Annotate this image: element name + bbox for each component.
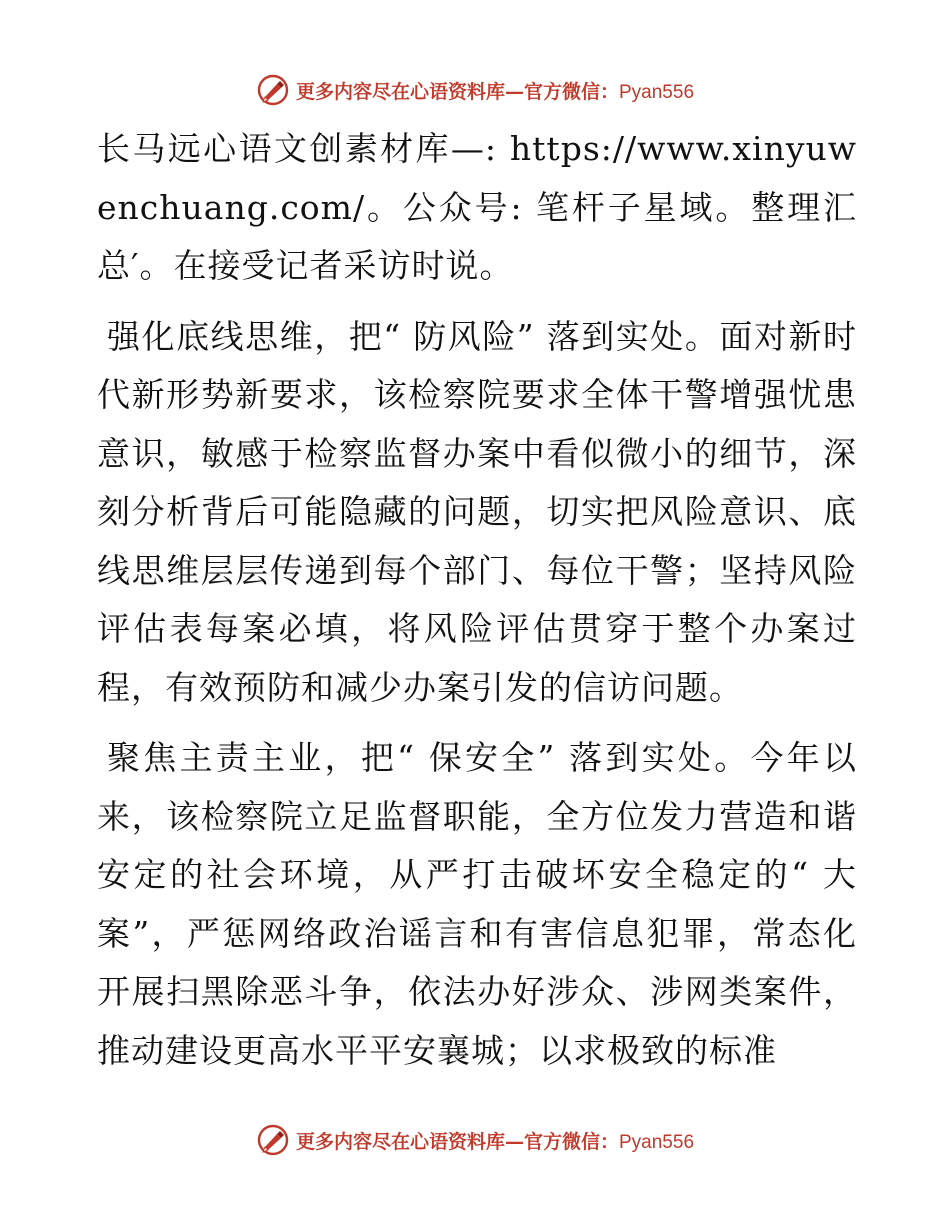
pen-logo-icon [256, 1123, 290, 1157]
pen-logo-icon [256, 73, 290, 107]
header-watermark [0, 72, 950, 108]
paragraph-risk-prevention: 强化底线思维，把“ 防风险” 落到实处。面对新时代新形势新要求，该检察院要求全体干警增强忧患意识，敏感于检察监督办案中看似微小的细节，深刻分析背后可能隐藏的问题，切实把风险意识、底线思维层层传递到每个部门、每位干警；坚持风险评估表每案必填，将风险评估贯穿于整个办案过程，有效预防和减少办案引发的信访问题。 [97, 316, 857, 707]
paragraph-source-note: 长马远心语文创素材库—: https://www.xinyuwenchuang.com/。公众号: 笔杆子星域。整理汇总′。在接受记者采访时说。 [97, 129, 857, 285]
watermark-text: 更多内容尽在心语资料库—官方微信：Pyan556 [295, 1130, 695, 1153]
document-body [97, 120, 857, 1080]
footer-watermark [0, 1122, 950, 1158]
paragraph-safety-guarantee: 聚焦主责主业，把“ 保安全” 落到实处。今年以来，该检察院立足监督职能，全方位发力营造和谐安定的社会环境，从严打击破坏安全稳定的“ 大案”，严惩网络政治谣言和有害信息犯罪，常态化开展扫黑除恶斗争，依法办好涉众、涉网类案件，推动建设更高水平平安襄城；以求极致的标准 [97, 738, 857, 1070]
watermark-text: 更多内容尽在心语资料库—官方微信：Pyan556 [295, 80, 695, 103]
